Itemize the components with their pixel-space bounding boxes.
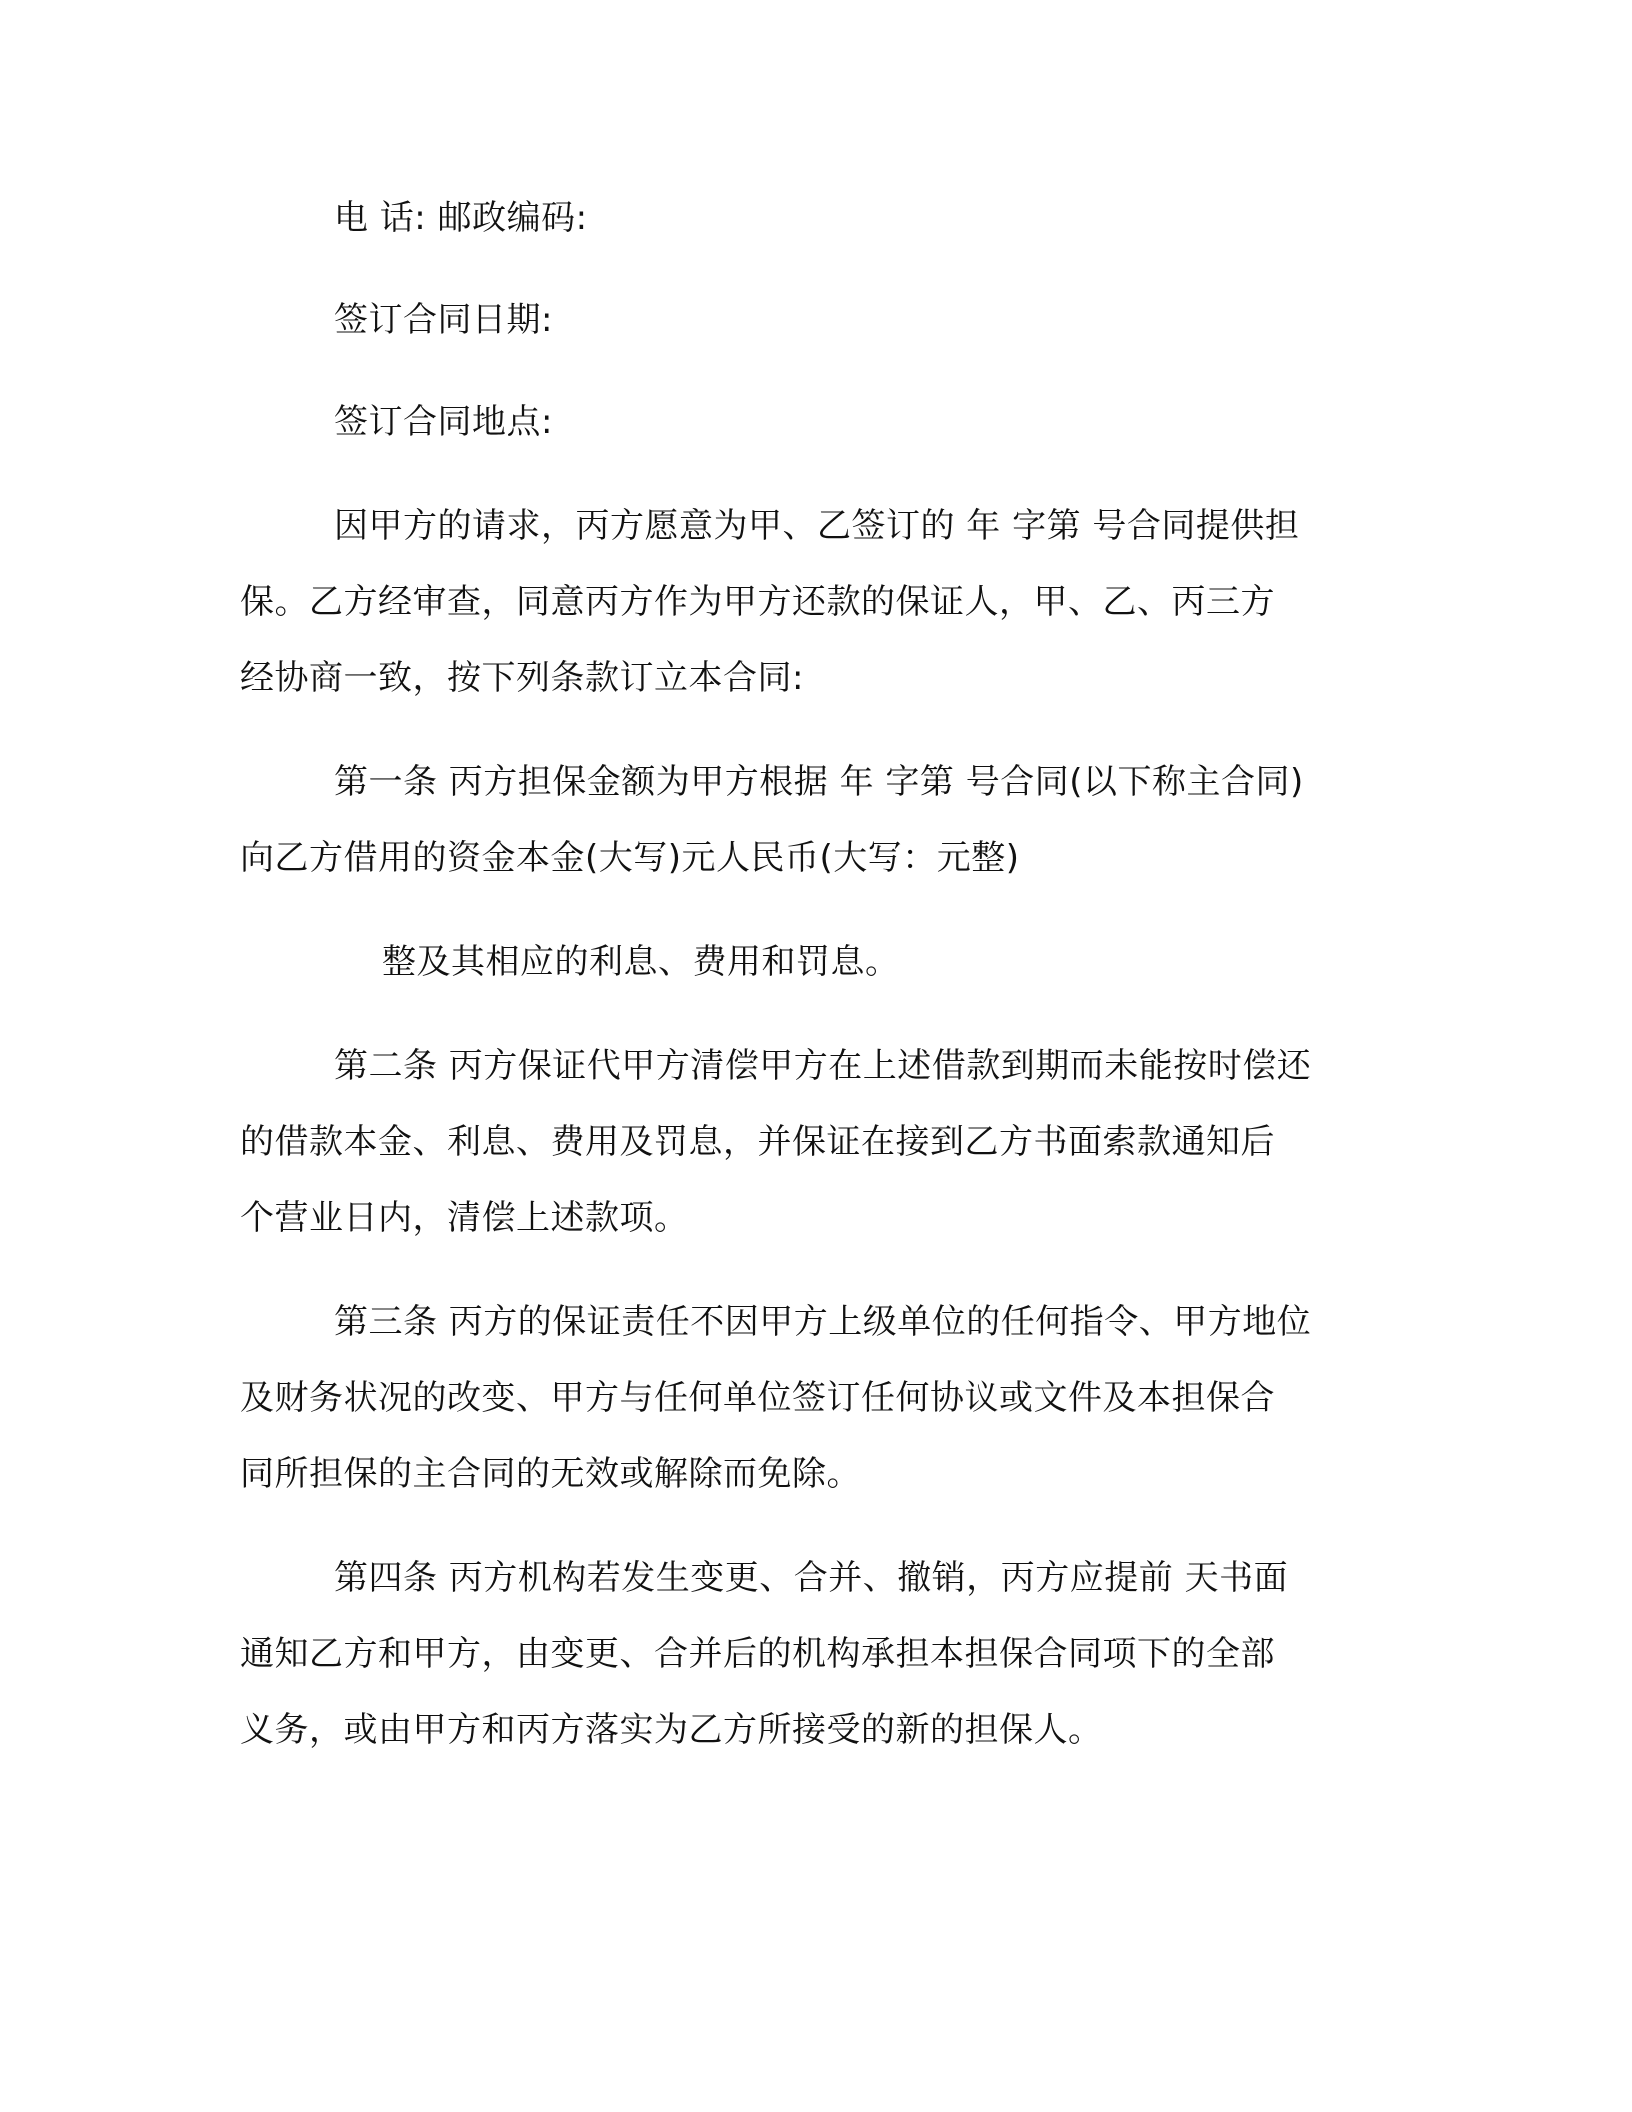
article-4-line: 通知乙方和甲方，由变更、合并后的机构承担本担保合同项下的全部: [240, 1634, 1275, 1674]
preamble-line: 因甲方的请求，丙方愿意为甲、乙签订的 年 字第 号合同提供担: [334, 506, 1300, 546]
article-1-line: 第一条 丙方担保金额为甲方根据 年 字第 号合同(以下称主合同): [334, 762, 1304, 802]
article-3-line: 及财务状况的改变、甲方与任何单位签订任何协议或文件及本担保合: [240, 1378, 1275, 1418]
sign-place-line: 签订合同地点:: [334, 402, 553, 442]
preamble-line: 经协商一致，按下列条款订立本合同:: [240, 658, 804, 698]
article-3-line: 第三条 丙方的保证责任不因甲方上级单位的任何指令、甲方地位: [334, 1302, 1312, 1342]
article-1-line: 整及其相应的利息、费用和罚息。: [382, 942, 900, 982]
article-2-line: 第二条 丙方保证代甲方清偿甲方在上述借款到期而未能按时偿还: [334, 1046, 1312, 1086]
preamble-line: 保。乙方经审查，同意丙方作为甲方还款的保证人，甲、乙、丙三方: [240, 582, 1275, 622]
phone-postcode-line: 电 话: 邮政编码:: [334, 198, 588, 238]
article-4-line: 第四条 丙方机构若发生变更、合并、撤销，丙方应提前 天书面: [334, 1558, 1289, 1598]
sign-date-line: 签订合同日期:: [334, 300, 553, 340]
article-4-line: 义务，或由甲方和丙方落实为乙方所接受的新的担保人。: [240, 1710, 1103, 1750]
article-2-line: 个营业日内，清偿上述款项。: [240, 1198, 689, 1238]
article-3-line: 同所担保的主合同的无效或解除而免除。: [240, 1454, 861, 1494]
article-2-line: 的借款本金、利息、费用及罚息，并保证在接到乙方书面索款通知后: [240, 1122, 1275, 1162]
article-1-line: 向乙方借用的资金本金(大写)元人民币(大写：元整): [240, 838, 1020, 878]
